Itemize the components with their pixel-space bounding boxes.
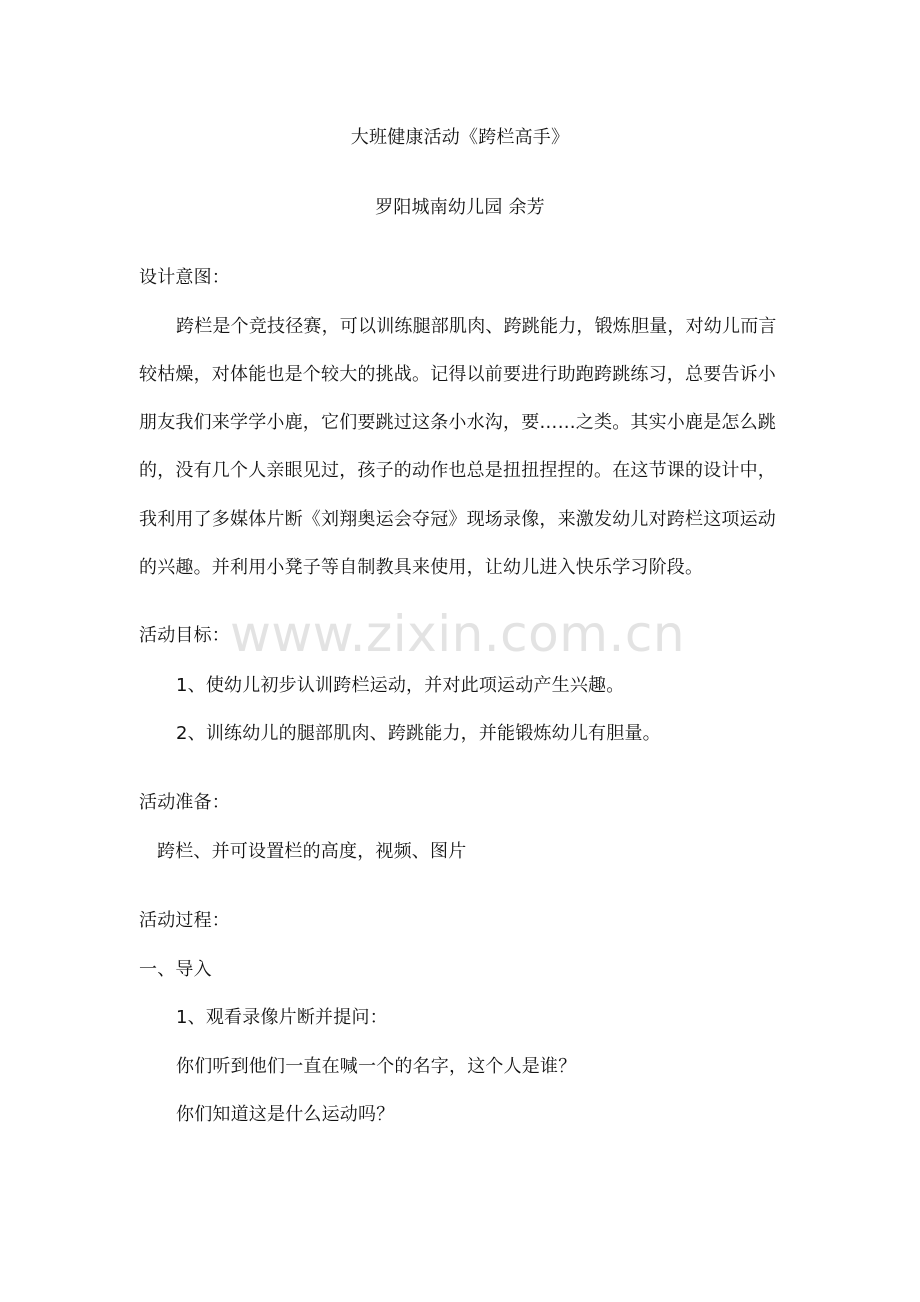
goals-heading: 活动目标： bbox=[139, 625, 230, 646]
paragraph-line: 我利用了多媒体片断《刘翔奥运会夺冠》现场录像，来激发幼儿对跨栏这项运动 bbox=[139, 509, 776, 530]
process-section-1: 一、导入 bbox=[139, 959, 212, 980]
watermark: www.zixin.com.cn bbox=[230, 605, 686, 663]
preparation-heading: 活动准备： bbox=[139, 792, 230, 813]
goal-item: 1、使幼儿初步认训跨栏运动，并对此项运动产生兴趣。 bbox=[176, 675, 625, 696]
paragraph-line: 较枯燥，对体能也是个较大的挑战。记得以前要进行助跑跨跳练习，总要告诉小 bbox=[139, 364, 776, 385]
paragraph-line: 的兴趣。并利用小凳子等自制教具来使用，让幼儿进入快乐学习阶段。 bbox=[139, 557, 704, 578]
design-intent-heading: 设计意图： bbox=[139, 267, 230, 288]
author-line: 罗阳城南幼儿园 余芳 bbox=[375, 197, 545, 218]
paragraph-line: 的，没有几个人亲眼见过，孩子的动作也总是扭扭捏捏的。在这节课的设计中， bbox=[139, 460, 776, 481]
question-1: 你们听到他们一直在喊一个的名字，这个人是谁？ bbox=[176, 1056, 577, 1077]
paragraph-line: 跨栏是个竞技径赛，可以训练腿部肌肉、跨跳能力，锻炼胆量，对幼儿而言 bbox=[176, 316, 777, 337]
process-step-1: 1、观看录像片断并提问： bbox=[176, 1007, 388, 1028]
paragraph-line: 朋友我们来学学小鹿，它们要跳过这条小水沟，要……之类。其实小鹿是怎么跳 bbox=[139, 412, 776, 433]
question-2: 你们知道这是什么运动吗？ bbox=[176, 1104, 395, 1125]
process-heading: 活动过程： bbox=[139, 910, 230, 931]
goal-item: 2、训练幼儿的腿部肌肉、跨跳能力，并能锻炼幼儿有胆量。 bbox=[176, 723, 661, 744]
preparation-text: 跨栏、并可设置栏的高度，视频、图片 bbox=[157, 841, 467, 862]
document-title: 大班健康活动《跨栏高手》 bbox=[350, 127, 570, 148]
